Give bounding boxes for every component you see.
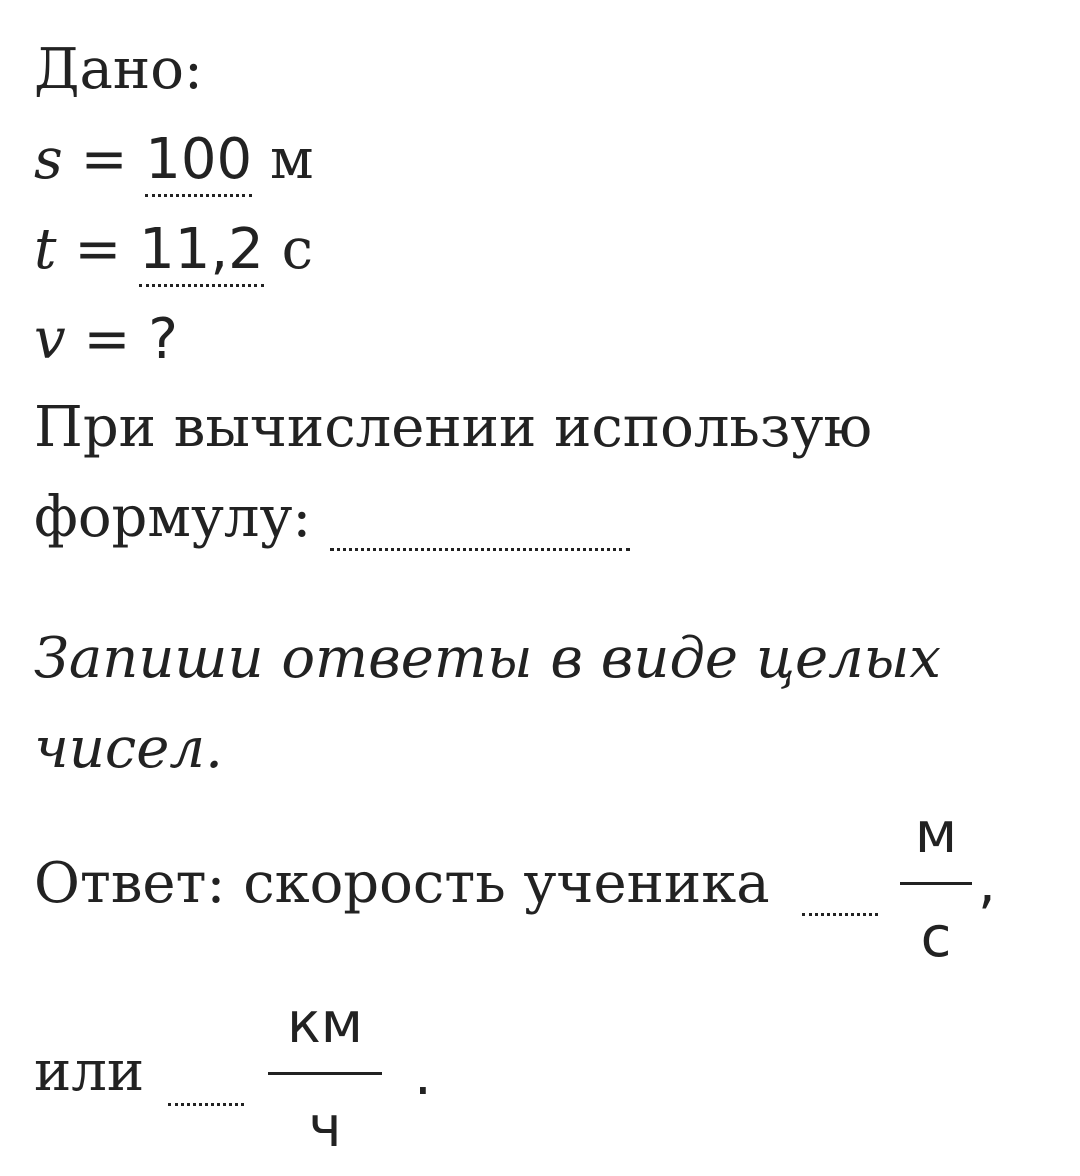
unit-h-denominator: ч (308, 1095, 342, 1160)
instruction-text-1: Запиши ответы в виде целых (34, 626, 941, 691)
answer-prefix (34, 851, 770, 916)
formula-input-blank[interactable] (330, 548, 630, 551)
s-variable: s (34, 127, 63, 192)
formula-text-1: При вычислении использую (34, 395, 873, 460)
instruction-line-2 (34, 716, 223, 781)
instruction-line-1 (34, 626, 941, 691)
unit-ms-fraction-bar (900, 882, 972, 885)
given-t-row (34, 217, 313, 282)
unit-kmh-fraction-bar (268, 1072, 382, 1075)
formula-line-2 (34, 485, 312, 550)
unit-km-numerator: км (286, 991, 364, 1056)
given-label-text: Дано: (34, 37, 203, 102)
answer-speed-ms-blank[interactable] (802, 913, 878, 916)
formula-line-1 (34, 395, 873, 460)
answer-prefix-text: Ответ: скорость ученика (34, 851, 770, 916)
answer-period: . (414, 1043, 432, 1108)
unit-m-numerator: м (914, 801, 958, 866)
v-unknown: ? (148, 307, 178, 372)
unit-s-denominator: с (920, 905, 952, 970)
given-v-row (34, 307, 178, 372)
answer-comma: , (978, 851, 996, 916)
v-variable: v (34, 307, 66, 372)
t-equals: = (74, 217, 122, 282)
s-unit: м (270, 127, 314, 192)
s-value: 100 (145, 127, 252, 197)
t-variable: t (34, 217, 57, 282)
answer-or (34, 1039, 145, 1104)
s-equals: = (80, 127, 128, 192)
answer-or-text: или (34, 1039, 145, 1104)
instruction-text-2: чисел. (34, 716, 223, 781)
v-equals: = (83, 307, 131, 372)
t-value: 11,2 (139, 217, 264, 287)
t-unit: с (281, 217, 313, 282)
given-label (34, 37, 203, 102)
given-s-row (34, 127, 314, 192)
answer-speed-kmh-blank[interactable] (168, 1103, 244, 1106)
formula-text-2: формулу: (34, 485, 312, 550)
